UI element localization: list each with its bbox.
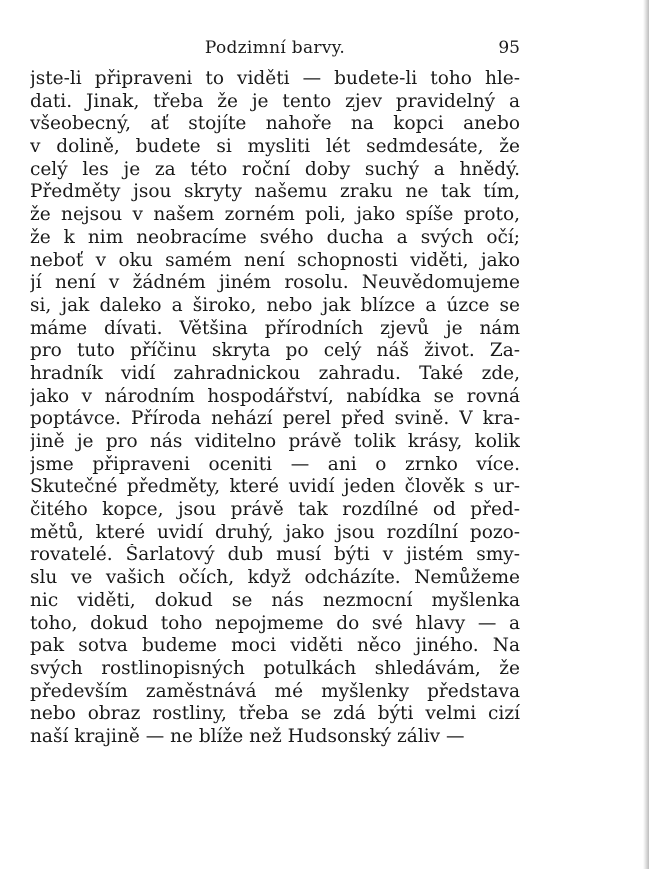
text-line: svých rostlinopisných potulkách shledávám, že: [30, 657, 520, 679]
text-line: že k nim neobracíme svého ducha a svých očí;: [30, 226, 520, 248]
body-text: [30, 68, 520, 749]
page-edge-shadow: [643, 0, 649, 869]
text-line: že nejsou v našem zorném poli, jako spíše proto,: [30, 204, 520, 226]
text-line: dati. Jinak, třeba že je tento zjev pravidelný a: [30, 90, 520, 112]
text-line: mětů, které uvidí druhý, jako jsou rozdílní pozo-: [30, 521, 520, 543]
text-line: hradník vidí zahradnickou zahradu. Také zde,: [30, 362, 520, 384]
text-line: naší krajině — ne blíže než Hudsonský záliv —: [30, 725, 465, 747]
text-line: slu ve vašich očích, když odcházíte. Nemůžeme: [30, 567, 520, 589]
text-line: čitého kopce, jsou právě tak rozdílné od před-: [30, 499, 520, 521]
text-line: neboť v oku samém není schopnosti viděti, jako: [30, 249, 520, 271]
page-number: 95: [498, 38, 520, 58]
text-line: nic viděti, dokud se nás nezmocní myšlenka: [30, 589, 520, 611]
running-head: [30, 38, 520, 60]
text-line: Skutečné předměty, které uvidí jeden člověk s ur-: [30, 476, 520, 498]
text-line: si, jak daleko a široko, nebo jak blízce a úzce se: [30, 294, 520, 316]
text-line: rovatelé. Šarlatový dub musí býti v jistém smy-: [30, 544, 520, 566]
text-line: poptávce. Příroda nehází perel před svině. V kra-: [30, 408, 520, 430]
text-line: jako v národním hospodářství, nabídka se rovná: [30, 385, 520, 407]
text-line: jsme připraveni oceniti — ani o zrnko více.: [30, 453, 520, 475]
text-line: jste-li připraveni to viděti — budete-li toho hle-: [30, 68, 520, 89]
chapter-title: Podzimní barvy.: [204, 38, 346, 58]
text-line: máme dívati. Většina přírodních zjevů je nám: [30, 317, 520, 339]
text-line: jí není v žádném jiném rosolu. Neuvědomujeme: [30, 272, 520, 294]
text-line: především zaměstnává mé myšlenky představa: [30, 680, 520, 702]
text-line: Předměty jsou skryty našemu zraku ne tak tím,: [30, 181, 520, 203]
text-line: pak sotva budeme moci viděti něco jiného. Na: [30, 635, 520, 657]
text-line: v dolině, budete si mysliti lét sedmdesáte, že: [30, 136, 520, 158]
text-line: toho, dokud toho nepojmeme do své hlavy — a: [30, 612, 520, 634]
text-line: pro tuto příčinu skryta po celý náš život. Za-: [30, 340, 520, 362]
text-line: všeobecný, ať stojíte nahoře na kopci anebo: [30, 113, 520, 135]
text-line: jině je pro nás viditelno právě tolik krásy, kolik: [30, 431, 520, 452]
text-line: celý les je za této roční doby suchý a hnědý.: [30, 158, 520, 180]
text-line: nebo obraz rostliny, třeba se zdá býti velmi cizí: [30, 703, 520, 725]
